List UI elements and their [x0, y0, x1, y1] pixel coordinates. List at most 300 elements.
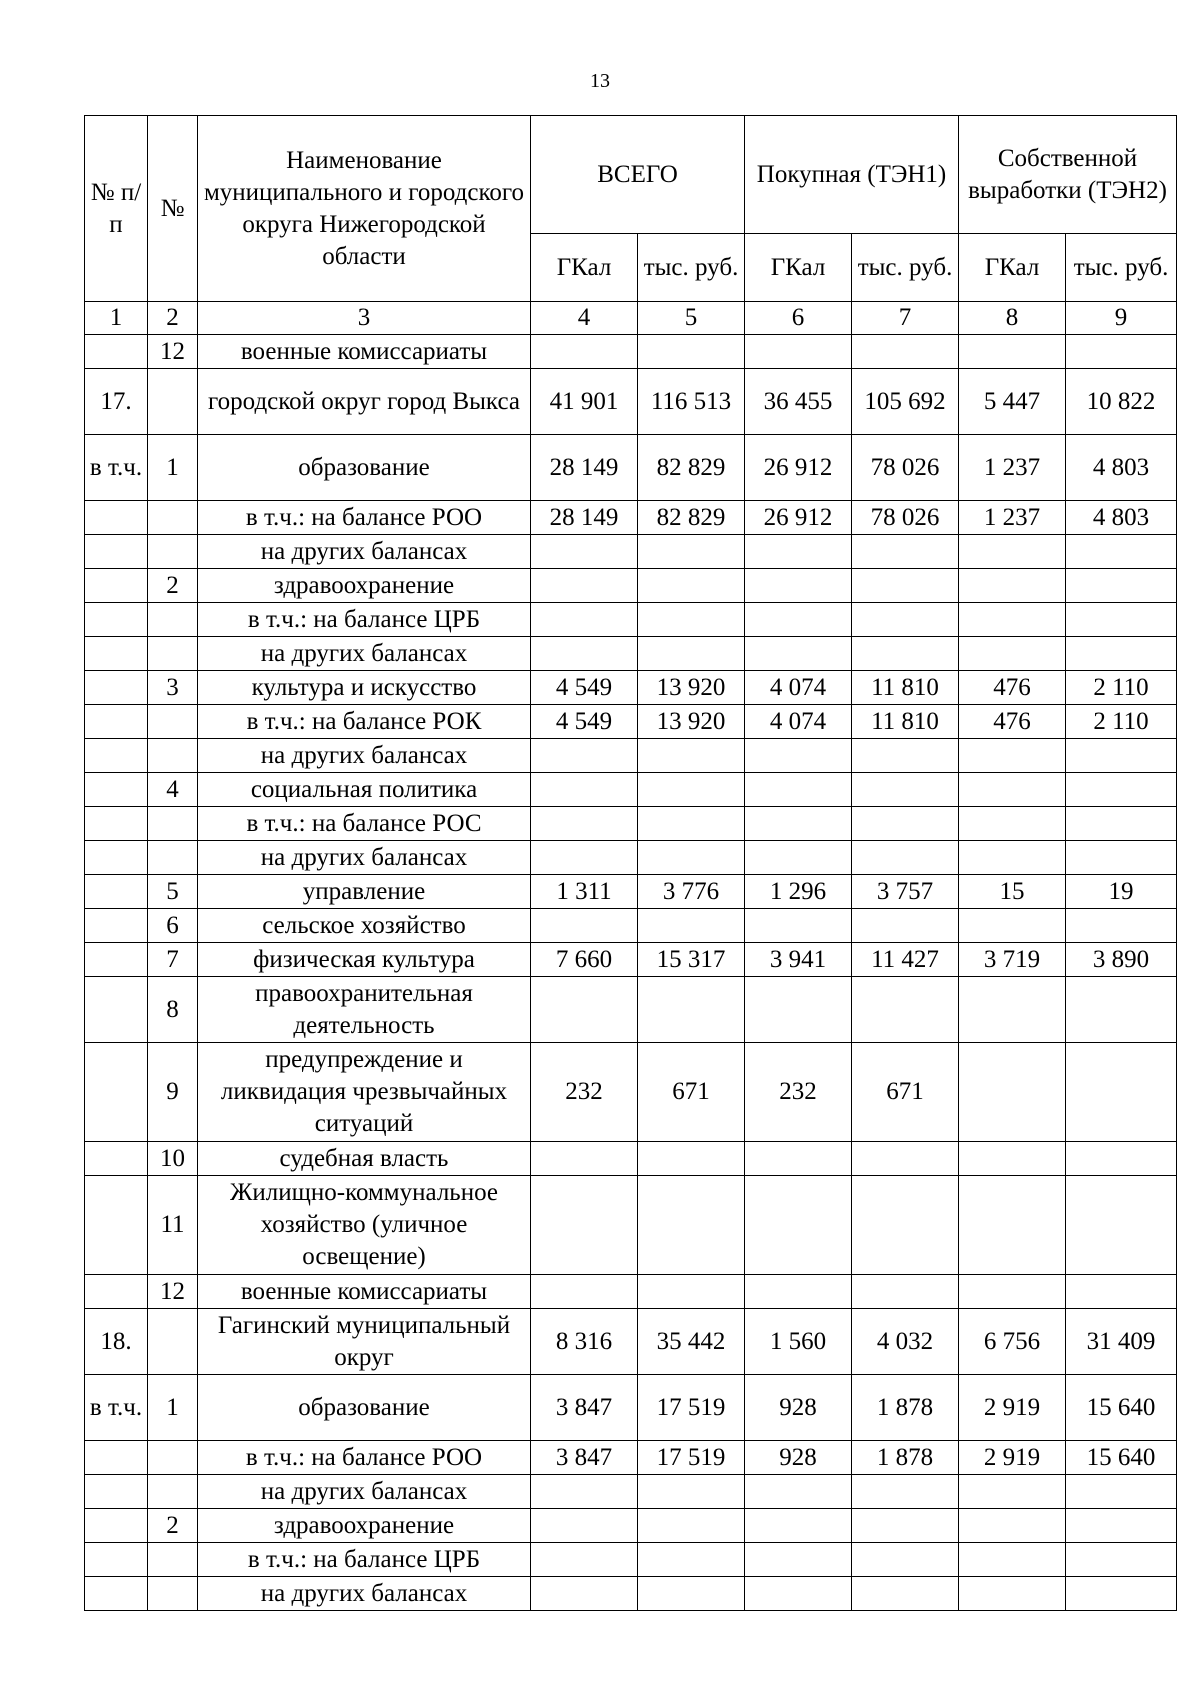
row-value	[745, 1543, 852, 1577]
column-number: 9	[1066, 302, 1177, 335]
row-pp	[85, 1543, 148, 1577]
row-value: 26 912	[745, 435, 852, 501]
unit-gcal: ГКал	[745, 234, 852, 302]
row-number: 1	[148, 435, 198, 501]
row-number: 8	[148, 977, 198, 1043]
row-name: здравоохранение	[198, 569, 531, 603]
row-value	[531, 535, 638, 569]
row-number	[148, 739, 198, 773]
row-value: 17 519	[638, 1441, 745, 1475]
row-value	[638, 1275, 745, 1309]
table-row	[85, 807, 1177, 841]
row-value	[852, 1275, 959, 1309]
row-value	[1066, 977, 1177, 1043]
unit-rub: тыс. руб.	[1066, 234, 1177, 302]
row-name: в т.ч.: на балансе РОС	[198, 807, 531, 841]
table-row	[85, 1475, 1177, 1509]
table-row	[85, 1375, 1177, 1441]
row-value	[1066, 1275, 1177, 1309]
row-value	[531, 841, 638, 875]
row-value: 2 919	[959, 1441, 1066, 1475]
row-number	[148, 1475, 198, 1509]
row-name: Жилищно-коммунальное хозяйство (уличное освещение)	[198, 1176, 531, 1275]
row-value	[852, 335, 959, 369]
row-pp	[85, 875, 148, 909]
row-value	[852, 1543, 959, 1577]
header-name: Наименование муниципального и городского округа Нижегородской области	[198, 116, 531, 302]
row-value	[531, 569, 638, 603]
table-row	[85, 1543, 1177, 1577]
row-value	[852, 1176, 959, 1275]
row-value	[852, 841, 959, 875]
row-value	[638, 603, 745, 637]
row-value	[1066, 841, 1177, 875]
row-number	[148, 369, 198, 435]
row-value: 2 919	[959, 1375, 1066, 1441]
heat-consumption-table	[84, 115, 1177, 1611]
row-name: в т.ч.: на балансе ЦРБ	[198, 603, 531, 637]
row-value: 1 560	[745, 1309, 852, 1375]
row-value	[638, 637, 745, 671]
row-value	[745, 1577, 852, 1611]
row-value	[959, 773, 1066, 807]
row-pp	[85, 773, 148, 807]
row-number: 3	[148, 671, 198, 705]
row-value	[638, 1142, 745, 1176]
row-value: 4 074	[745, 705, 852, 739]
table-row	[85, 977, 1177, 1043]
row-value: 15 640	[1066, 1441, 1177, 1475]
row-pp	[85, 807, 148, 841]
row-value	[745, 535, 852, 569]
row-name: культура и искусство	[198, 671, 531, 705]
row-value	[745, 335, 852, 369]
row-value	[531, 977, 638, 1043]
row-value	[852, 773, 959, 807]
row-value	[852, 739, 959, 773]
row-number	[148, 1577, 198, 1611]
row-value: 1 878	[852, 1375, 959, 1441]
table-row	[85, 1309, 1177, 1375]
row-value: 82 829	[638, 501, 745, 535]
row-value	[1066, 335, 1177, 369]
row-value	[1066, 1043, 1177, 1142]
row-value: 4 549	[531, 705, 638, 739]
row-value: 78 026	[852, 435, 959, 501]
row-value: 13 920	[638, 705, 745, 739]
row-value	[638, 773, 745, 807]
row-pp	[85, 977, 148, 1043]
row-value: 3 757	[852, 875, 959, 909]
row-name: на других балансах	[198, 535, 531, 569]
row-value: 11 427	[852, 943, 959, 977]
row-name: городской округ город Выкса	[198, 369, 531, 435]
row-value	[638, 807, 745, 841]
row-value: 3 890	[1066, 943, 1177, 977]
unit-gcal: ГКал	[959, 234, 1066, 302]
page-number: 13	[590, 70, 610, 92]
table-row	[85, 435, 1177, 501]
table-row	[85, 1441, 1177, 1475]
row-value: 928	[745, 1441, 852, 1475]
row-value	[959, 335, 1066, 369]
row-pp	[85, 1176, 148, 1275]
table-row	[85, 637, 1177, 671]
row-name: на других балансах	[198, 637, 531, 671]
row-number: 11	[148, 1176, 198, 1275]
row-number: 5	[148, 875, 198, 909]
row-name: правоохранительная деятельность	[198, 977, 531, 1043]
unit-gcal: ГКал	[531, 234, 638, 302]
column-number: 4	[531, 302, 638, 335]
row-value	[531, 807, 638, 841]
table-row	[85, 841, 1177, 875]
row-number	[148, 501, 198, 535]
row-number	[148, 841, 198, 875]
column-number: 5	[638, 302, 745, 335]
row-value	[745, 1176, 852, 1275]
row-value	[745, 841, 852, 875]
row-value: 11 810	[852, 705, 959, 739]
column-number: 7	[852, 302, 959, 335]
table-row	[85, 535, 1177, 569]
row-value: 232	[531, 1043, 638, 1142]
row-value: 232	[745, 1043, 852, 1142]
row-value: 105 692	[852, 369, 959, 435]
row-number: 12	[148, 335, 198, 369]
header-no: №	[148, 116, 198, 302]
row-value	[745, 739, 852, 773]
row-value: 3 776	[638, 875, 745, 909]
row-value: 31 409	[1066, 1309, 1177, 1375]
row-name: предупреждение и ликвидация чрезвычайных ситуаций	[198, 1043, 531, 1142]
row-name: в т.ч.: на балансе РОО	[198, 501, 531, 535]
row-value: 2 110	[1066, 671, 1177, 705]
row-value	[959, 535, 1066, 569]
row-number: 10	[148, 1142, 198, 1176]
row-number: 7	[148, 943, 198, 977]
row-pp	[85, 335, 148, 369]
row-name: в т.ч.: на балансе РОК	[198, 705, 531, 739]
row-value: 116 513	[638, 369, 745, 435]
row-value	[959, 1475, 1066, 1509]
row-number: 2	[148, 1509, 198, 1543]
row-value	[959, 1577, 1066, 1611]
row-value	[638, 1176, 745, 1275]
table-row	[85, 875, 1177, 909]
row-value	[745, 807, 852, 841]
row-value: 15 640	[1066, 1375, 1177, 1441]
row-name: в т.ч.: на балансе ЦРБ	[198, 1543, 531, 1577]
row-value: 1 237	[959, 435, 1066, 501]
row-value	[852, 807, 959, 841]
row-pp	[85, 501, 148, 535]
row-value: 4 074	[745, 671, 852, 705]
row-pp: в т.ч.	[85, 1375, 148, 1441]
row-number	[148, 637, 198, 671]
row-pp	[85, 637, 148, 671]
row-pp	[85, 603, 148, 637]
table-row	[85, 671, 1177, 705]
row-value: 82 829	[638, 435, 745, 501]
row-value	[959, 977, 1066, 1043]
unit-rub: тыс. руб.	[852, 234, 959, 302]
row-value	[1066, 569, 1177, 603]
row-pp	[85, 1577, 148, 1611]
row-value	[531, 1577, 638, 1611]
row-pp	[85, 1142, 148, 1176]
row-value	[959, 1176, 1066, 1275]
row-value: 10 822	[1066, 369, 1177, 435]
row-value	[638, 739, 745, 773]
row-pp	[85, 1043, 148, 1142]
row-value	[531, 1509, 638, 1543]
row-number: 2	[148, 569, 198, 603]
row-value: 928	[745, 1375, 852, 1441]
row-value	[1066, 535, 1177, 569]
row-value: 3 847	[531, 1441, 638, 1475]
row-value: 28 149	[531, 501, 638, 535]
row-pp	[85, 569, 148, 603]
row-number	[148, 1441, 198, 1475]
row-value	[531, 1543, 638, 1577]
row-value: 671	[852, 1043, 959, 1142]
row-value: 4 032	[852, 1309, 959, 1375]
row-value: 1 311	[531, 875, 638, 909]
row-number	[148, 807, 198, 841]
row-value	[852, 1577, 959, 1611]
row-value	[959, 909, 1066, 943]
row-name: образование	[198, 435, 531, 501]
row-value	[638, 535, 745, 569]
row-value	[1066, 603, 1177, 637]
row-pp	[85, 1509, 148, 1543]
row-value: 41 901	[531, 369, 638, 435]
table-row	[85, 369, 1177, 435]
table-row	[85, 1142, 1177, 1176]
row-value	[959, 841, 1066, 875]
header-ten2: Собственной выработки (ТЭН2)	[959, 116, 1177, 234]
row-name: физическая культура	[198, 943, 531, 977]
row-value	[852, 637, 959, 671]
row-pp	[85, 841, 148, 875]
row-value	[959, 1142, 1066, 1176]
row-name: сельское хозяйство	[198, 909, 531, 943]
row-value	[959, 1043, 1066, 1142]
row-pp: 17.	[85, 369, 148, 435]
row-value	[1066, 807, 1177, 841]
row-value	[1066, 909, 1177, 943]
header-total: ВСЕГО	[531, 116, 745, 234]
row-value	[745, 1142, 852, 1176]
column-number: 1	[85, 302, 148, 335]
row-name: на других балансах	[198, 1577, 531, 1611]
row-value	[531, 1275, 638, 1309]
row-value	[1066, 1577, 1177, 1611]
row-value	[745, 1275, 852, 1309]
row-value	[1066, 773, 1177, 807]
row-name: социальная политика	[198, 773, 531, 807]
column-number: 3	[198, 302, 531, 335]
row-value	[852, 603, 959, 637]
row-value	[852, 1509, 959, 1543]
row-number: 6	[148, 909, 198, 943]
row-pp	[85, 1275, 148, 1309]
table-row	[85, 501, 1177, 535]
row-value: 4 803	[1066, 435, 1177, 501]
row-pp	[85, 943, 148, 977]
row-value: 8 316	[531, 1309, 638, 1375]
header-pp: № п/п	[85, 116, 148, 302]
row-value: 3 847	[531, 1375, 638, 1441]
table-row	[85, 1176, 1177, 1275]
row-number: 1	[148, 1375, 198, 1441]
row-number	[148, 603, 198, 637]
row-value	[959, 603, 1066, 637]
row-number: 4	[148, 773, 198, 807]
row-value	[745, 569, 852, 603]
row-value	[745, 637, 852, 671]
row-pp	[85, 909, 148, 943]
row-value	[638, 569, 745, 603]
row-value	[745, 977, 852, 1043]
row-value	[959, 637, 1066, 671]
row-value: 4 549	[531, 671, 638, 705]
column-number: 2	[148, 302, 198, 335]
row-value	[959, 1275, 1066, 1309]
row-value: 476	[959, 671, 1066, 705]
row-value: 11 810	[852, 671, 959, 705]
row-value: 78 026	[852, 501, 959, 535]
row-value	[1066, 739, 1177, 773]
table-row	[85, 1275, 1177, 1309]
row-value	[531, 1142, 638, 1176]
row-value	[745, 1509, 852, 1543]
row-value: 26 912	[745, 501, 852, 535]
row-name: на других балансах	[198, 841, 531, 875]
row-name: военные комиссариаты	[198, 1275, 531, 1309]
table-row	[85, 739, 1177, 773]
row-value: 19	[1066, 875, 1177, 909]
row-name: на других балансах	[198, 1475, 531, 1509]
row-value: 35 442	[638, 1309, 745, 1375]
row-value	[852, 569, 959, 603]
unit-rub: тыс. руб.	[638, 234, 745, 302]
column-number: 6	[745, 302, 852, 335]
row-pp: 18.	[85, 1309, 148, 1375]
row-value: 15 317	[638, 943, 745, 977]
row-value	[959, 1509, 1066, 1543]
row-value	[959, 739, 1066, 773]
row-name: на других балансах	[198, 739, 531, 773]
row-value: 5 447	[959, 369, 1066, 435]
row-value	[531, 909, 638, 943]
table-row	[85, 1043, 1177, 1142]
row-name: управление	[198, 875, 531, 909]
row-value: 6 756	[959, 1309, 1066, 1375]
row-value	[1066, 1509, 1177, 1543]
row-value	[531, 1475, 638, 1509]
header-ten1: Покупная (ТЭН1)	[745, 116, 959, 234]
row-name: здравоохранение	[198, 1509, 531, 1543]
row-pp	[85, 1475, 148, 1509]
row-pp	[85, 671, 148, 705]
row-value: 17 519	[638, 1375, 745, 1441]
row-number	[148, 535, 198, 569]
row-value	[852, 1475, 959, 1509]
table-row	[85, 569, 1177, 603]
row-pp	[85, 1441, 148, 1475]
row-value	[531, 637, 638, 671]
row-number: 12	[148, 1275, 198, 1309]
row-value	[1066, 1543, 1177, 1577]
row-value	[531, 739, 638, 773]
row-value	[745, 1475, 852, 1509]
row-value: 3 719	[959, 943, 1066, 977]
row-value	[959, 807, 1066, 841]
row-value	[1066, 1176, 1177, 1275]
row-name: образование	[198, 1375, 531, 1441]
row-value	[959, 569, 1066, 603]
table-row	[85, 943, 1177, 977]
row-value	[852, 977, 959, 1043]
column-number: 8	[959, 302, 1066, 335]
row-value: 2 110	[1066, 705, 1177, 739]
row-value: 1 237	[959, 501, 1066, 535]
row-value: 7 660	[531, 943, 638, 977]
row-value	[1066, 637, 1177, 671]
row-number	[148, 705, 198, 739]
row-name: в т.ч.: на балансе РОО	[198, 1441, 531, 1475]
row-value: 3 941	[745, 943, 852, 977]
row-value	[852, 909, 959, 943]
row-number	[148, 1543, 198, 1577]
row-value	[638, 909, 745, 943]
row-value: 15	[959, 875, 1066, 909]
row-value	[852, 1142, 959, 1176]
row-value	[638, 1543, 745, 1577]
row-value	[531, 773, 638, 807]
row-value	[638, 1509, 745, 1543]
row-pp: в т.ч.	[85, 435, 148, 501]
row-value	[531, 1176, 638, 1275]
row-pp	[85, 535, 148, 569]
row-number	[148, 1309, 198, 1375]
row-name: судебная власть	[198, 1142, 531, 1176]
row-value	[531, 335, 638, 369]
row-value	[638, 977, 745, 1043]
row-name: Гагинский муниципальный округ	[198, 1309, 531, 1375]
table-row	[85, 773, 1177, 807]
row-value	[745, 909, 852, 943]
row-value	[745, 773, 852, 807]
row-pp	[85, 739, 148, 773]
row-pp	[85, 705, 148, 739]
row-value: 4 803	[1066, 501, 1177, 535]
row-value	[745, 603, 852, 637]
row-value: 13 920	[638, 671, 745, 705]
row-value	[1066, 1475, 1177, 1509]
row-value: 28 149	[531, 435, 638, 501]
table-row	[85, 1577, 1177, 1611]
row-number: 9	[148, 1043, 198, 1142]
row-value	[638, 335, 745, 369]
row-value: 476	[959, 705, 1066, 739]
column-number-row	[85, 302, 1177, 335]
table-row	[85, 603, 1177, 637]
table-row	[85, 335, 1177, 369]
row-value: 36 455	[745, 369, 852, 435]
